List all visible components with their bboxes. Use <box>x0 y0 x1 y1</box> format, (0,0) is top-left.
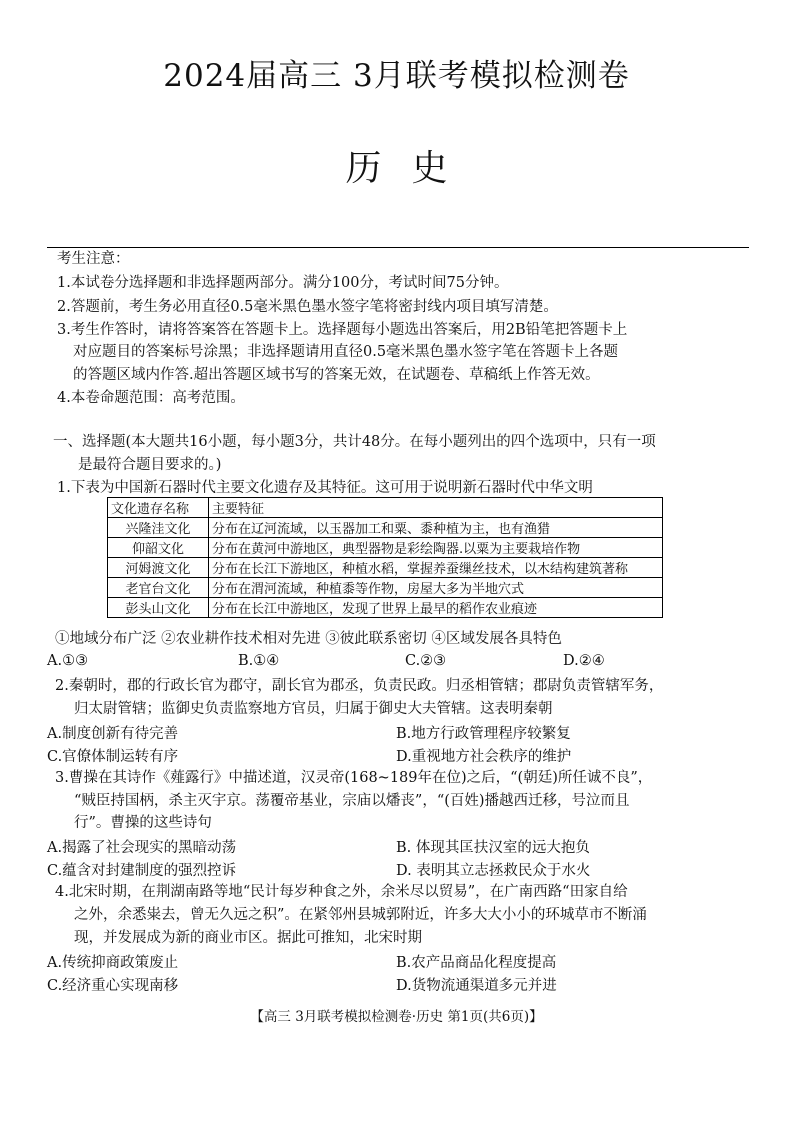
q1-option-c[interactable]: C.②③ <box>405 653 447 669</box>
notice-heading: 考生注意： <box>57 251 130 267</box>
q1-option-d[interactable]: D.②④ <box>563 653 605 669</box>
page-footer: 【高三 3月联考模拟检测卷·历史 第1页(共6页)】 <box>250 1009 543 1025</box>
q4-option-b[interactable]: B.农产品商品化程度提高 <box>396 955 557 971</box>
q3-option-c[interactable]: C.蕴含对封建制度的强烈控诉 <box>47 863 237 879</box>
exam-title: 2024届高三 3月联考模拟检测卷 <box>163 58 630 94</box>
table-cell: 河姆渡文化 <box>108 558 209 578</box>
q4-stem-cont: 现，并发展成为新的商业市区。据此可推知，北宋时期 <box>74 930 422 946</box>
table-cell: 分布在渭河流域，种植黍等作物，房屋大多为半地穴式 <box>209 578 663 598</box>
notice-item: 的答题区域内作答.超出答题区域书写的答案无效，在试题卷、草稿纸上作答无效。 <box>73 367 600 383</box>
table-cell: 仰韶文化 <box>108 538 209 558</box>
table-cell: 分布在长江下游地区，种植水稻，掌握养蚕缫丝技术，以木结构建筑著称 <box>209 558 663 578</box>
q2-stem: 2.秦朝时，郡的行政长官为郡守，副长官为郡丞，负责民政。归丞相管辖；郡尉负责管辖军务， <box>55 678 664 694</box>
q4-stem: 4.北宋时期，在荆湖南路等地“民计每岁种食之外，余米尽以贸易”，在广南西路“田家自给 <box>55 884 628 900</box>
table-cell: 分布在黄河中游地区，典型器物是彩绘陶器.以粟为主要栽培作物 <box>209 538 663 558</box>
q2-option-d[interactable]: D.重视地方社会秩序的维护 <box>396 749 572 765</box>
q3-option-a[interactable]: A.揭露了社会现实的黑暗动荡 <box>47 840 237 856</box>
table-header-row <box>108 498 663 518</box>
table-cell: 彭头山文化 <box>108 598 209 618</box>
header-divider <box>47 247 749 248</box>
q2-option-b[interactable]: B.地方行政管理程序较繁复 <box>396 726 571 742</box>
q3-option-d[interactable]: D. 表明其立志拯救民众于水火 <box>396 863 591 879</box>
notice-item: 4.本卷命题范围：高考范围。 <box>57 390 245 406</box>
table-cell: 兴隆洼文化 <box>108 518 209 538</box>
table-row <box>108 598 663 618</box>
q2-option-c[interactable]: C.官僚体制运转有序 <box>47 749 179 765</box>
q2-option-a[interactable]: A.制度创新有待完善 <box>47 726 179 742</box>
q1-statements: ①地域分布广泛 ②农业耕作技术相对先进 ③彼此联系密切 ④区域发展各具特色 <box>55 631 562 647</box>
table-header-cell: 主要特征 <box>209 498 663 518</box>
culture-table <box>107 497 663 618</box>
notice-item: 1.本试卷分选择题和非选择题两部分。满分100分，考试时间75分钟。 <box>57 275 509 291</box>
q4-option-d[interactable]: D.货物流通渠道多元并进 <box>396 978 557 994</box>
table-row <box>108 538 663 558</box>
subject-title: 历史 <box>345 148 478 189</box>
table-cell: 老官台文化 <box>108 578 209 598</box>
q3-option-b[interactable]: B. 体现其匡扶汉室的远大抱负 <box>396 840 590 856</box>
q2-stem-cont: 归太尉管辖；监御史负责监察地方官员，归属于御史大夫管辖。这表明秦朝 <box>74 701 553 717</box>
table-row <box>108 558 663 578</box>
q4-option-a[interactable]: A.传统抑商政策废止 <box>47 955 179 971</box>
table-header-cell: 文化遗存名称 <box>108 498 209 518</box>
q3-stem-cont: “贼臣持国柄，杀主灭宇京。荡覆帝基业，宗庙以燔丧”，“(百姓)播越西迁移，号泣而且 <box>74 793 630 809</box>
table-row <box>108 518 663 538</box>
section-heading: 一、选择题(本大题共16小题，每小题3分，共计48分。在每小题列出的四个选项中，只有一项 <box>53 434 656 450</box>
notice-item: 2.答题前，考生务必用直径0.5毫米黑色墨水签字笔将密封线内项目填写清楚。 <box>57 299 558 315</box>
notice-item: 对应题目的答案标号涂黑；非选择题请用直径0.5毫米黑色墨水签字笔在答题卡上各题 <box>73 344 619 360</box>
table-cell: 分布在长江中游地区，发现了世界上最早的稻作农业痕迹 <box>209 598 663 618</box>
table-cell: 分布在辽河流域，以玉器加工和粟、黍种植为主，也有渔猎 <box>209 518 663 538</box>
section-heading-cont: 是最符合题目要求的。) <box>78 457 222 473</box>
q4-stem-cont: 之外，余悉粜去，曾无久远之积”。在紧邻州县城郭附近，许多大大小小的环城草市不断涌 <box>74 907 647 923</box>
q3-stem-cont: 行”。曹操的这些诗句 <box>74 815 212 831</box>
q1-option-a[interactable]: A.①③ <box>47 653 89 669</box>
q3-stem: 3.曹操在其诗作《薤露行》中描述道，汉灵帝(168~189年在位)之后，“(朝廷)所任诚不良”， <box>55 770 653 786</box>
q1-option-b[interactable]: B.①④ <box>238 653 280 669</box>
notice-item: 3.考生作答时，请将答案答在答题卡上。选择题每小题选出答案后，用2B铅笔把答题卡上 <box>57 322 628 338</box>
q4-option-c[interactable]: C.经济重心实现南移 <box>47 978 179 994</box>
q1-stem: 1.下表为中国新石器时代主要文化遗存及其特征。这可用于说明新石器时代中华文明 <box>57 480 593 496</box>
table-row <box>108 578 663 598</box>
